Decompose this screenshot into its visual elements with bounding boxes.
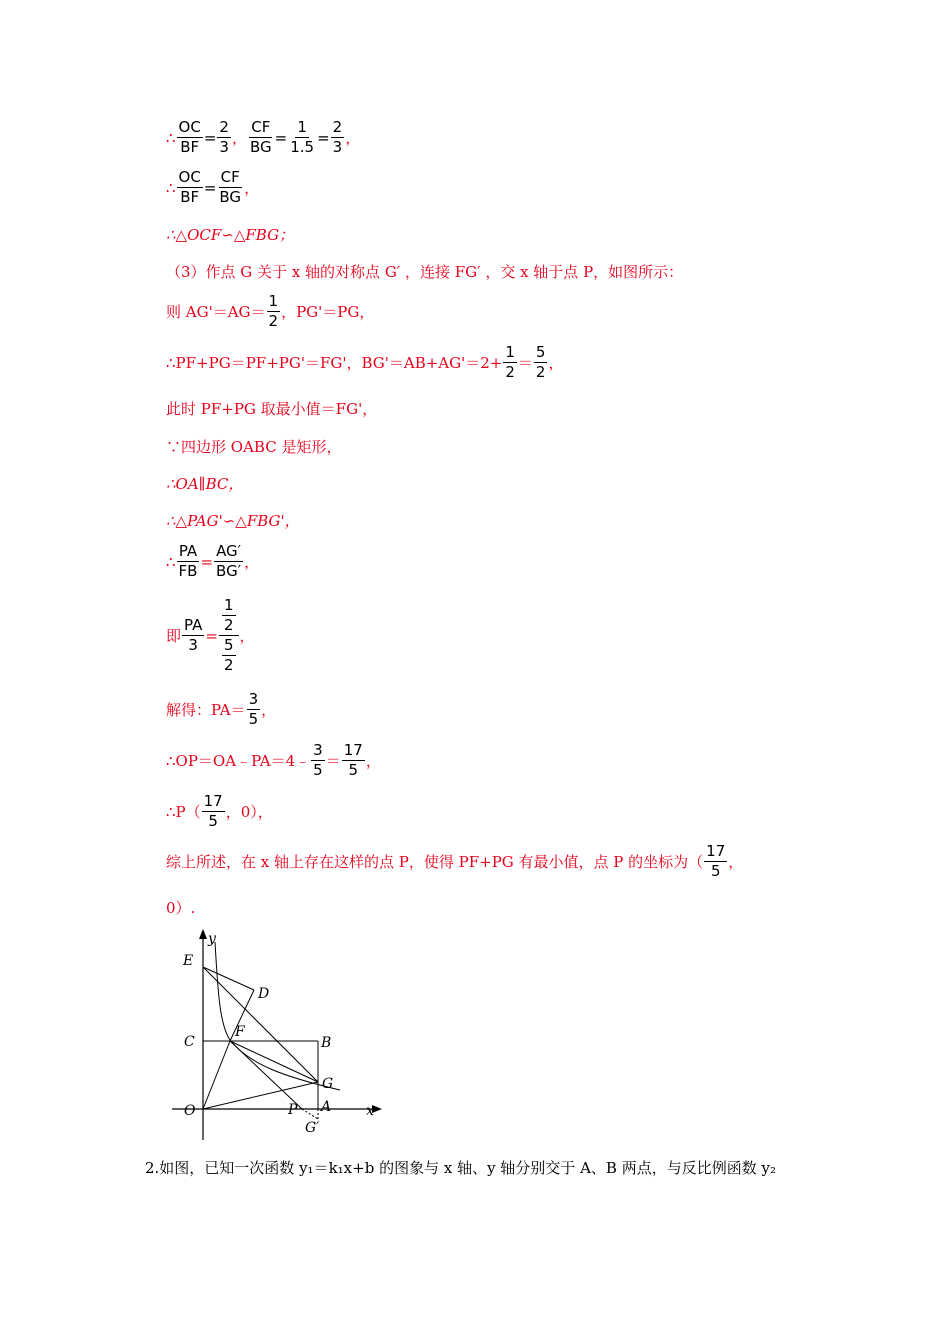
fraction-5-2: $\frac{5}{2}$ (535, 343, 546, 381)
label-f: F (235, 1024, 245, 1040)
label-e: E (183, 953, 194, 969)
fraction-pa-fb: $\frac{PA}{FB}$ (178, 542, 198, 580)
fraction-cf-bg-2: $\frac{CF}{BG}$ (219, 168, 242, 206)
solution-line-3: ∴△OCF∽△FBG； (166, 226, 295, 244)
label-x: x (366, 1103, 374, 1119)
solution-line-7: 此时 PF+PG 取最小值＝FG'， (166, 400, 378, 418)
segment-pg-prime (302, 1109, 318, 1119)
question-2-text: 2.如图，已知一次函数 y₁＝k₁x+b 的图象与 x 轴、y 轴分别交于 A、B 两点，与反比例函数 y₂ (145, 1159, 776, 1177)
fraction-oc-bf: $\frac{OC}{BF}$ (178, 118, 201, 156)
label-g-prime: G′ (305, 1120, 320, 1136)
label-d: D (258, 986, 270, 1002)
solution-line-14: ∴OP＝OA﹣PA＝4﹣ $\frac{3}{5}$ ＝ $\frac{17}{5}$ ， (166, 741, 381, 779)
fraction-1-1.5: $\frac{1}{1.5}$ (290, 118, 315, 156)
label-p: P (288, 1102, 298, 1118)
fraction-1-2: $\frac{1}{2}$ (268, 292, 279, 330)
segment-of (203, 1041, 230, 1109)
y-axis-arrow (199, 929, 207, 939)
solution-line-1: ∴ $\frac{OC}{BF}$ = $\frac{2}{3}$ ， $\frac{CF}{BG}$ = $\frac{1}{1.5}$ = $\frac{2}{3}$ ， (166, 118, 361, 156)
solution-line-8: ∵四边形 OABC 是矩形， (166, 438, 342, 456)
fraction-oc-bf-2: $\frac{OC}{BF}$ (178, 168, 201, 206)
label-y: y (208, 931, 216, 947)
fraction-3-5b: $\frac{3}{5}$ (313, 741, 323, 779)
segment-ed (203, 967, 254, 990)
label-a: A (321, 1099, 332, 1115)
solution-line-15: ∴P（ $\frac{17}{5}$ ，0）， (166, 792, 273, 830)
solution-line-17: 0）. (166, 899, 196, 917)
compound-fraction: $\frac{\frac{1}{2}}{\frac{5}{2}}$ (219, 596, 239, 675)
solution-line-6: ∴PF+PG＝PF+PG'＝FG'，BG'＝AB+AG'＝2+ $\frac{1}{2}$ ＝ $\frac{5}{2}$ ， (166, 343, 564, 381)
solution-line-4: （3）作点 G 关于 x 轴的对称点 G′ ，连接 FG′ ，交 x 轴于点 P，如图所示： (166, 263, 684, 281)
label-o: O (184, 1103, 196, 1119)
fraction-1-2b: $\frac{1}{2}$ (505, 343, 515, 381)
fraction-cf-bg: $\frac{CF}{BG}$ (249, 118, 272, 156)
fraction-17-5b: $\frac{17}{5}$ (203, 792, 223, 830)
solution-line-2: ∴ $\frac{OC}{BF}$ = $\frac{CF}{BG}$ ， (166, 168, 260, 206)
label-b: B (321, 1035, 332, 1051)
hyperbola-curve (215, 942, 340, 1090)
solution-line-13: 解得：PA＝ $\frac{3}{5}$ ， (166, 690, 277, 728)
fraction-17-5c: $\frac{17}{5}$ (706, 842, 726, 880)
fraction-pa-3: $\frac{PA}{3}$ (184, 616, 203, 654)
label-c: C (184, 1034, 195, 1050)
solution-line-5: 则 AG'＝AG＝ $\frac{1}{2}$ ，PG'＝PG， (166, 292, 375, 330)
fraction-2-3b: $\frac{2}{3}$ (332, 118, 343, 156)
solution-line-10: ∴△PAG'∽△FBG'， (166, 512, 300, 530)
solution-line-12: 即 $\frac{PA}{3}$ = $\frac{\frac{1}{2}}{\frac{5}{2}}$ ， (166, 596, 255, 674)
segment-og (203, 1082, 318, 1109)
segment-fg (230, 1041, 318, 1082)
fraction-ag-bg: $\frac{AG'}{BG'}$ (216, 542, 242, 580)
label-g: G (322, 1076, 334, 1092)
solution-line-11: ∴ $\frac{PA}{FB}$ = $\frac{AG'}{BG'}$ ， (166, 542, 260, 580)
fraction-3-5: $\frac{3}{5}$ (248, 690, 259, 728)
fraction-2-3: $\frac{2}{3}$ (219, 118, 229, 156)
segment-fp (230, 1041, 302, 1109)
geometry-figure (170, 925, 390, 1145)
solution-line-16: 综上所述，在 x 轴上存在这样的点 P，使得 PF+PG 有最小值，点 P 的坐标为（ $\frac{17}{5}$ ， (166, 842, 744, 880)
solution-line-9: ∴OA∥BC， (166, 475, 244, 493)
fraction-17-5: $\frac{17}{5}$ (343, 741, 363, 779)
